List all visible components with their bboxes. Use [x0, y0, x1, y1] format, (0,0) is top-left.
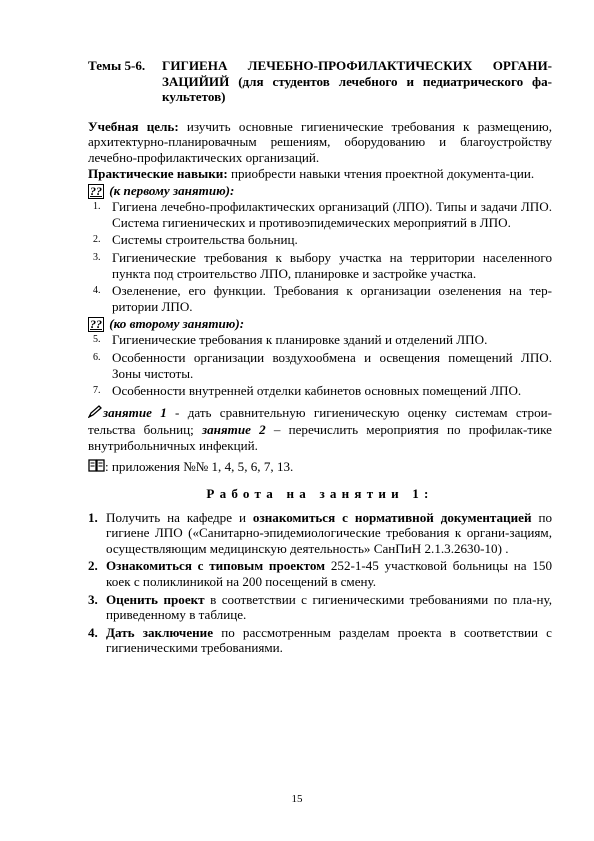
item-number: 1.	[93, 201, 101, 213]
goal-text: изучить основные гигиенические требования к размещению, архитектурно-планировачным решениям, оборудованию и благоустройству лечебно-профилактических организаций.	[88, 118, 552, 165]
lesson-2-task: – перечислить мероприятия по профилак-тике внутрибольничных инфекций.	[88, 421, 552, 453]
work-item	[88, 625, 552, 656]
work-emphasis: ознакомиться с нормативной документацией	[252, 509, 532, 525]
work-list	[88, 510, 552, 656]
item-number: 4.	[93, 285, 101, 297]
item-number: 6.	[93, 351, 101, 363]
item-number: 5.	[93, 334, 101, 346]
goal-paragraph	[88, 119, 552, 166]
questions-list-1	[88, 199, 552, 314]
questions-heading-1	[88, 183, 552, 199]
work-number: 2.	[88, 558, 98, 574]
item-text: Системы строительства больниц.	[112, 232, 298, 248]
work-item	[88, 592, 552, 623]
pencil-icon	[88, 405, 103, 422]
work-text: по рассмотренным разделам проекта в соответствии с гигиеническими требованиями.	[106, 624, 552, 656]
list-item	[88, 383, 552, 399]
work-text: по гигиене ЛПО («Санитарно-эпидемиологические требования к органи-зациям, осуществляющим медицинскую деятельность» СанПиН 2.1.3.2630-10) .	[106, 509, 552, 556]
topic-text: ГИГИЕНА ЛЕЧЕБНО-ПРОФИЛАКТИЧЕСКИХ ОРГАНИ-ЗАЦИЙИЙ (для студентов лечебного и педиатрического фа-культетов)	[162, 58, 552, 105]
item-number: 3.	[93, 251, 101, 263]
questions-heading-1-text: (к первому занятию):	[109, 183, 235, 199]
question-icon: ??	[90, 184, 102, 199]
skills-label: Практические навыки:	[88, 165, 228, 181]
work-emphasis: Ознакомиться с типовым проектом	[106, 558, 326, 574]
tasks-paragraph	[88, 405, 552, 453]
skills-text: приобрести навыки чтения проектной документа-ции.	[227, 165, 535, 181]
item-text: Гигиенические требования к выбору участка на территории населенного пункта под строительство ЛПО, планировке и застройке участка.	[112, 249, 552, 281]
item-text: Гигиена лечебно-профилактических организаций (ЛПО). Типы и задачи ЛПО. Система гигиенических и противоэпидемических мероприятий в ЛПО.	[112, 199, 552, 230]
item-number: 2.	[93, 234, 101, 246]
item-text: Гигиенические требования к планировке зданий и отделений ЛПО.	[112, 332, 488, 348]
list-item	[88, 332, 552, 348]
list-item	[88, 232, 552, 248]
questions-heading-2-text: (ко второму занятию):	[109, 316, 245, 332]
work-emphasis: Оценить проект	[106, 591, 205, 607]
list-item	[88, 199, 552, 230]
work-number: 1.	[88, 509, 98, 525]
item-text: Особенности внутренней отделки кабинетов основных помещений ЛПО.	[112, 383, 522, 399]
item-text: Особенности организации воздухообмена и освещения помещений ЛПО. Зоны чистоты.	[112, 349, 552, 381]
page-number: 15	[291, 793, 303, 805]
topic-title	[88, 58, 552, 105]
lesson-1-task: - дать сравнительную гигиеническую оценку системам строи-тельства больниц;	[88, 404, 552, 437]
list-item	[88, 283, 552, 314]
question-icon: ??	[90, 317, 102, 332]
list-item	[88, 250, 552, 281]
appendix-line	[88, 459, 552, 477]
work-text: 252-1-45 участковой больницы на 150 коек с поликлиникой на 200 посещений в смену.	[106, 558, 552, 589]
work-number: 3.	[88, 591, 98, 607]
goal-label: Учебная цель:	[88, 118, 179, 134]
work-item	[88, 510, 552, 557]
work-text: Получить на кафедре и	[106, 509, 253, 525]
work-number: 4.	[88, 624, 98, 640]
skills-paragraph	[88, 166, 552, 182]
list-item	[88, 350, 552, 381]
appendix-text: : приложения №№ 1, 4, 5, 6, 7, 13.	[105, 459, 294, 475]
work-emphasis: Дать заключение	[106, 624, 214, 640]
item-text: Озеленение, его функции. Требования к организации озеленения на тер-ритории ЛПО.	[112, 283, 552, 314]
questions-heading-2	[88, 316, 552, 332]
lesson-1-label: занятие 1	[103, 404, 167, 420]
book-icon	[88, 459, 105, 477]
lesson-2-label: занятие 2	[201, 421, 266, 437]
work-item	[88, 558, 552, 589]
work-text: в соответствии с гигиеническими требованиями по пла-ну, приведенному в таблице.	[106, 591, 552, 623]
item-number: 7.	[93, 385, 101, 397]
section-title: Работа на занятии 1:	[206, 485, 434, 501]
topic-label: Темы 5-6.	[88, 58, 146, 73]
questions-list-2	[88, 332, 552, 398]
